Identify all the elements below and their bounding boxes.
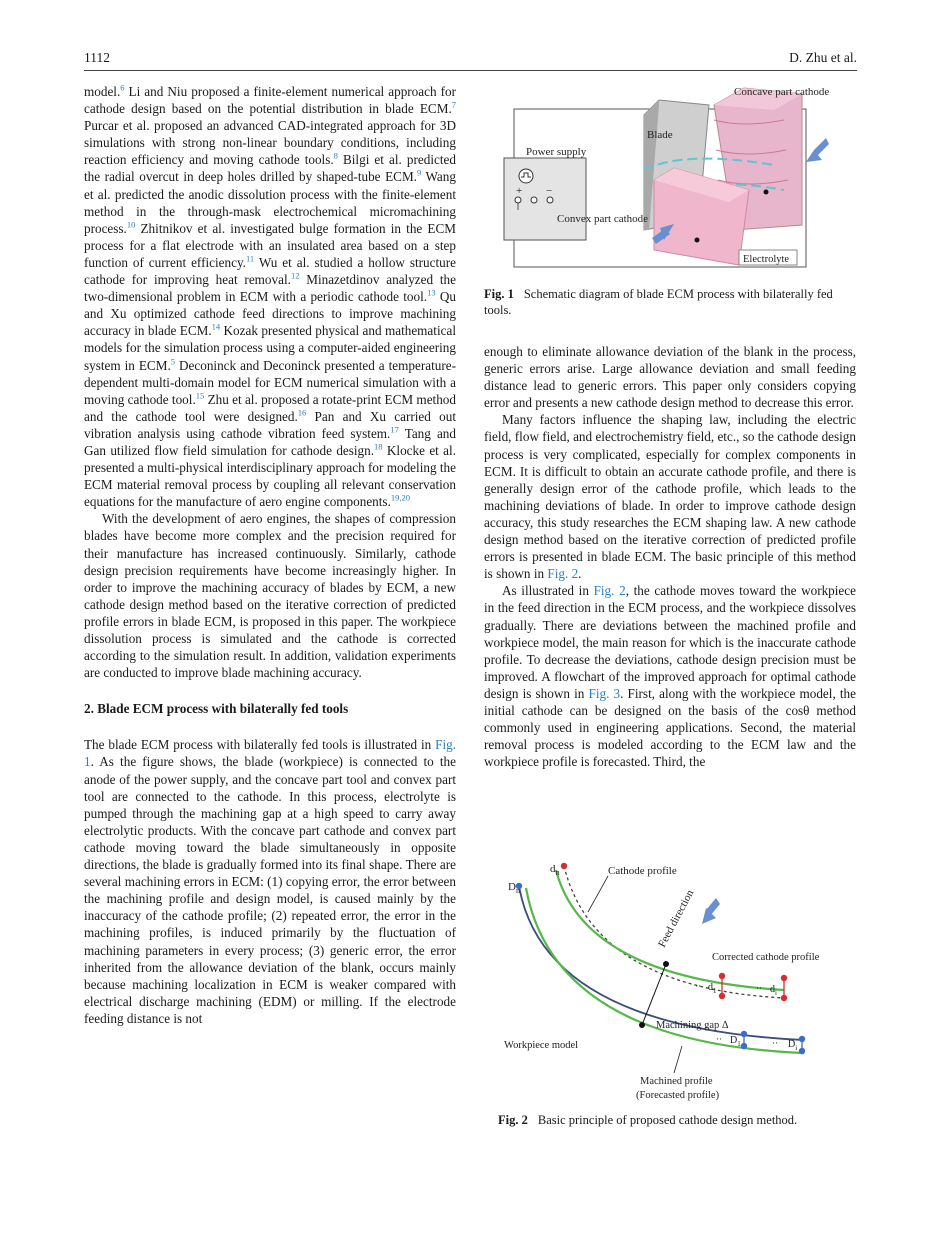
workpiece-model-label: Workpiece model: [504, 1040, 579, 1051]
para-text: Klocke et al. presented a multi-physical interdisciplinary approach for modeling the ECM material removal process by coupling all relevant conservation equations for the manufacture of aero engine components.: [84, 442, 456, 510]
rp3-text-c: . First, along with the workpiece model, the initial cathode can be designed on the basis of the cosθ method commonly used in engineering applications. Second, the material removal process is modeled according to the ECM law and the workpiece profile is forecasted. Third, the: [484, 685, 856, 770]
para-text: Qu and Xu optimized cathode feed directions to improve machining accuracy in blade ECM.: [84, 289, 456, 339]
forecasted-profile-label: (Forecasted profile): [636, 1090, 720, 1101]
citation-ref[interactable]: 12: [290, 270, 300, 281]
para-text: Zhitnikov et al. investigated bulge formation in the ECM process for a flat electrode with an insulated area based on a step function of current efficiency.: [84, 220, 456, 270]
D1-label: $D_1$: [730, 1035, 741, 1048]
citation-ref[interactable]: 11: [245, 253, 255, 264]
Dn-label: $D_n$: [508, 881, 520, 895]
para-text: Li and Niu proposed a finite-element numerical approach for cathode design based on the potential distribution in blade ECM.: [84, 84, 456, 117]
running-head-authors: D. Zhu et al.: [789, 50, 857, 65]
electrolyte-label: Electrolyte: [743, 254, 790, 265]
para-text: model.: [84, 84, 121, 99]
convex-label: Convex part cathode: [557, 213, 649, 225]
fig2-link-2[interactable]: Fig. 2: [593, 583, 626, 599]
citation-ref[interactable]: 17: [390, 424, 399, 435]
para3-text-a: The blade ECM process with bilaterally fed tools is illustrated in: [84, 737, 436, 753]
plus-terminal: +: [516, 185, 523, 197]
dn-label: $d_n$: [550, 863, 560, 877]
fig1-link[interactable]: Fig. 1: [84, 737, 456, 770]
figure-2-diagram: [484, 858, 856, 1103]
rp3-text-b: , the cathode moves toward the workpiece in the feed direction in the ECM process, and the workpiece dissolves gradually. There are deviations between the machined profile and workpiece model, the main reason for which is the inaccurate cathode profile. To decrease the deviations, cathode design precision must be improved. A flowchart of the improved approach for optimal cathode design is shown in: [484, 583, 856, 701]
di-label: $d_i$: [770, 984, 777, 997]
dots-3: ··: [716, 1034, 722, 1044]
power-supply-icon: [519, 169, 533, 183]
header-rule: [84, 70, 857, 71]
right-para-3: [484, 582, 856, 770]
dots-2: ··: [756, 983, 762, 993]
citation-ref[interactable]: 15: [195, 390, 205, 401]
concave-label: Concave part cathode: [734, 86, 830, 98]
para-text: Zhu et al. proposed a rotate-print ECM method and the cathode tool were designed.: [84, 391, 456, 424]
page-number: 1112: [84, 50, 110, 65]
figure-1-caption: [484, 286, 856, 318]
para-text: Pan and Xu carried out vibration analysis using cathode vibration feed system.: [84, 408, 456, 441]
para-text: Minazetdinov analyzed the two-dimensional problem in ECM with a periodic cathode tool.: [84, 272, 457, 305]
machining-gap-label: Machining gap Δ: [656, 1020, 729, 1031]
figure-1-diagram: [484, 80, 856, 280]
corrected-cathode-label: Corrected cathode profile: [712, 952, 820, 963]
workpiece-model-curve: [519, 886, 804, 1040]
fig2-link[interactable]: Fig. 2: [547, 566, 579, 582]
rp3-text-a: As illustrated in: [502, 583, 594, 599]
power-supply-label: Power supply: [526, 146, 587, 158]
para-text: Wu et al. studied a hollow structure cathode for improving heat removal.: [84, 254, 457, 288]
citation-ref[interactable]: 5: [170, 356, 176, 367]
right-column: [484, 343, 856, 770]
left-para-2: With the development of aero engines, the shapes of compression blades have become more complex and the precision required for their manufacture has increased continuously. Similarly, cathode design precision requirements have become increasingly higher. In order to improve the machining accuracy of blades by ECM, a new cathode design method based on the iterative correction of predicted profile errors in blade ECM, is proposed in this paper. The workpiece dissolution process is simulated and the cathode is corrected according to the simulation result. In addition, validation experiments are conducted to improve blade machining accuracy.: [84, 511, 456, 681]
citation-ref[interactable]: 8: [333, 150, 338, 161]
figure-1: [484, 80, 856, 280]
citation-ref[interactable]: 18: [374, 441, 383, 452]
dots-4: ··: [772, 1038, 778, 1048]
cathode-profile-label: Cathode profile: [608, 865, 677, 877]
citation-ref[interactable]: 10: [126, 219, 136, 230]
citation-ref[interactable]: 19,20: [390, 492, 410, 503]
para3-text-b: . As the figure shows, the blade (workpiece) is connected to the anode of the power supply, and the concave part tool and convex part tool are connected to the cathode. In this process, electrolyte is pumped through the machining gap at a high speed to carry away electrolytic products. With the concave part cathode and convex part cathode moving toward the blade simultaneously in opposite directions, the blade is gradually formed into its final shape. There are several machining errors in ECM: (1) copying error, the error between the machining profile and design model, is caused mainly by the inaccuracy of the cathode profile; (2) repeated error, the error in the machining profiles, is induced primarily by the fluctuation of machining parameters in every process; (3) generic error, the error inherited from the allowance deviation of the blank, occurs mainly because machining localization in ECM is weaker compared with electrical discharge machining (EDM) or milling. If the electrode feeding distance is not: [84, 754, 456, 1026]
para-text: Tang and Gan utilized flow field simulation for cathode design.: [84, 425, 456, 458]
right-para-1: enough to eliminate allowance deviation of the blank in the process, generic errors arise. Large allowance deviation and small feeding distance lead to generic errors. This paper only considers copying error and presents a new cathode design method to decrease this error.: [484, 344, 856, 411]
rp2-text-b: .: [578, 566, 582, 582]
minus-terminal: −: [546, 185, 553, 197]
para-text: Bilgi et al. predicted the radial overcut in deep holes drilled by shaped-tube ECM.: [84, 152, 456, 185]
figure-2-caption: [498, 1112, 858, 1128]
citation-ref[interactable]: 9: [416, 168, 422, 179]
section-heading: 2. Blade ECM process with bilaterally fed tools: [84, 701, 349, 717]
citation-ref[interactable]: 14: [211, 321, 221, 332]
fig2-caption-text: Basic principle of proposed cathode design method.: [537, 1113, 798, 1127]
para-text: Purcar et al. proposed an advanced CAD-integrated approach for 3D simulations with strong non-linear boundary conditions, including reaction efficiency and moving cathode tools.: [84, 118, 456, 168]
figure-2: [484, 858, 856, 1103]
blade-label: Blade: [647, 129, 673, 141]
citation-ref[interactable]: 6: [120, 82, 125, 93]
left-para-3: [84, 736, 456, 1027]
citation-ref[interactable]: 16: [297, 407, 307, 418]
rp2-text-a: Many factors influence the shaping law, including the electric field, flow field, and electrochemistry field, etc., so the cathode design process is very complicated, especially for complex components in ECM. It is difficult to obtain an accurate cathode profile, and there is generally design error of the cathode profile, which leads to the machining deviations of blade. In order to improve cathode design accuracy, this study researches the ECM shaping law. A new cathode design method based on the iterative correction of predicted profile errors is presented in blade ECM. The basic principle of this method is shown in: [484, 412, 856, 582]
para-text: Deconinck and Deconinck presented a temperature-dependent multi-domain model for ECM numerical simulation with a moving cathode tool.: [84, 357, 457, 407]
fig1-caption-text: Schematic diagram of blade ECM process with bilaterally fed tools.: [484, 287, 833, 317]
left-para-1: [84, 83, 456, 510]
d1-label: $d_1$: [708, 982, 717, 995]
feed-direction-label: Feed direction: [656, 887, 697, 950]
Di-label: $D_i$: [788, 1039, 798, 1052]
right-para-2: [484, 411, 856, 582]
citation-ref[interactable]: 13: [427, 287, 436, 298]
dots-1: ··: [695, 981, 701, 991]
citation-ref[interactable]: 7: [451, 99, 456, 110]
machined-profile-label: Machined profile: [640, 1076, 713, 1087]
fig2-caption-label: Fig. 2: [498, 1113, 528, 1127]
para-text: Wang et al. predicted the anodic dissolution process with the finite-element method in the through-mask electrochemical micromachining process.: [84, 169, 456, 236]
para-text: Kozak presented physical and mathematical models for the simulation process using a computer-aided engineering system in ECM.: [84, 323, 456, 373]
fig1-caption-label: Fig. 1: [484, 287, 514, 301]
fig3-link[interactable]: Fig. 3: [588, 685, 621, 701]
left-column: [84, 83, 456, 1027]
